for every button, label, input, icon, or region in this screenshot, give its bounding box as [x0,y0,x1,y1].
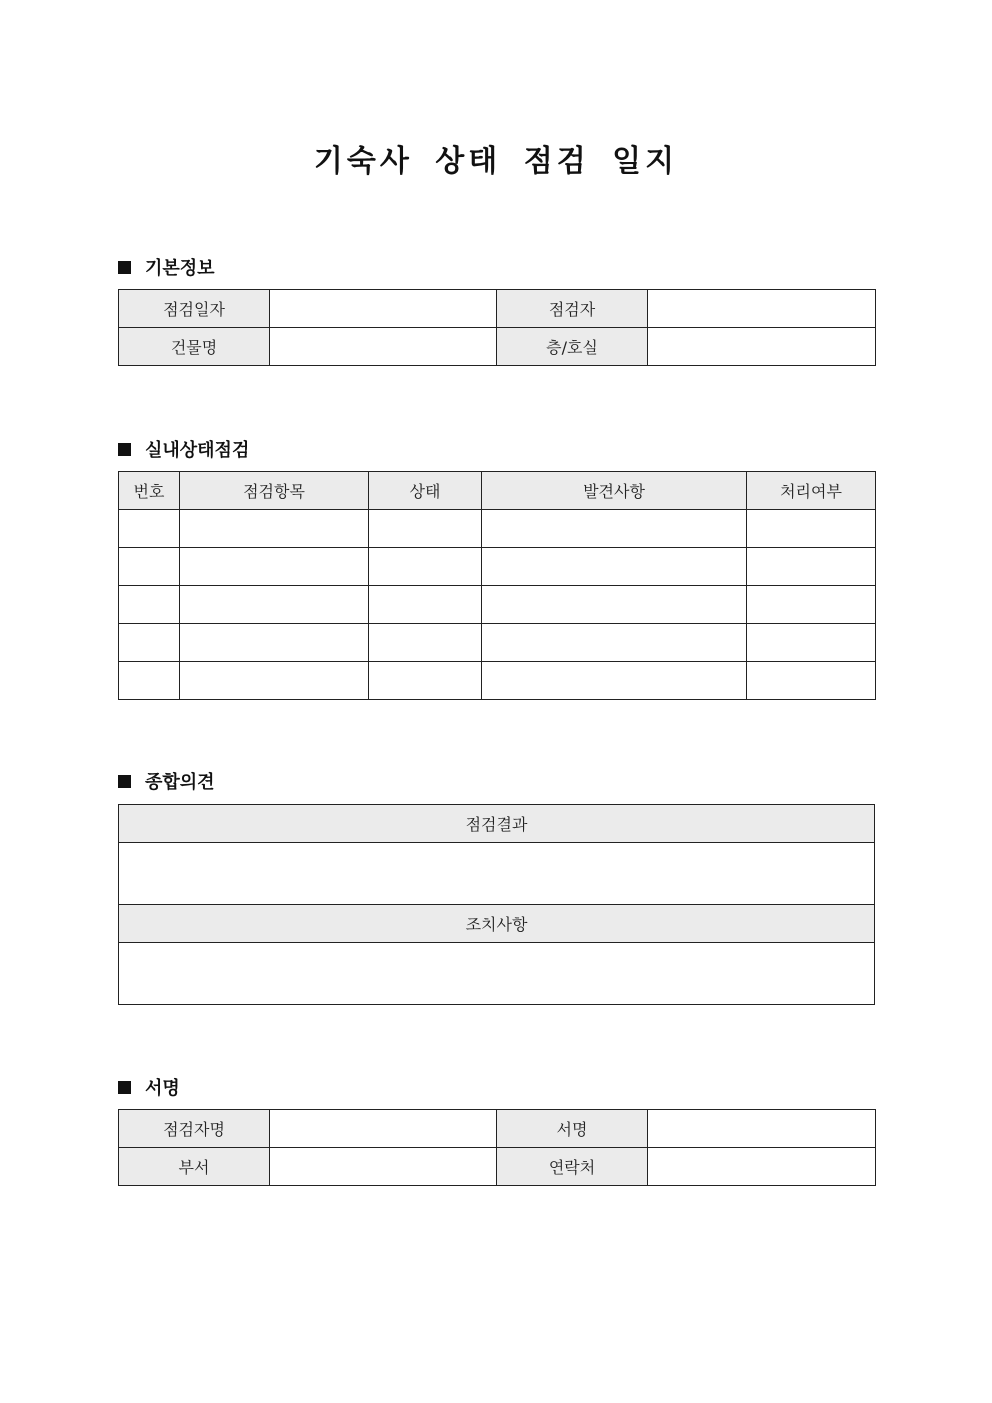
contact-field[interactable] [648,1148,876,1186]
floor-room-field[interactable] [648,328,876,366]
cell-number[interactable] [119,548,180,586]
column-header-status: 상태 [369,472,482,510]
sign-label: 서명 [497,1110,648,1148]
inspection-result-field[interactable] [119,843,875,905]
square-bullet-icon [118,775,131,788]
table-row [119,290,876,328]
cell-check-item[interactable] [180,662,369,700]
table-row [119,586,876,624]
sign-field[interactable] [648,1110,876,1148]
section-heading-overall-opinion [118,768,215,794]
action-taken-field[interactable] [119,943,875,1005]
cell-resolution[interactable] [747,548,876,586]
cell-status[interactable] [369,548,482,586]
column-header-findings: 발견사항 [482,472,747,510]
table-row [119,662,876,700]
floor-room-label: 층/호실 [497,328,648,366]
inspection-result-label: 점검결과 [119,805,875,843]
square-bullet-icon [118,1081,131,1094]
cell-number[interactable] [119,510,180,548]
table-row [119,548,876,586]
cell-status[interactable] [369,662,482,700]
action-taken-label: 조치사항 [119,905,875,943]
inspector-name-field[interactable] [270,1110,497,1148]
page-title: 기숙사 상태 점검 일지 [313,144,679,179]
inspection-date-field[interactable] [270,290,497,328]
table-row [119,510,876,548]
table-row [119,905,875,943]
table-row [119,843,875,905]
column-header-check-item: 점검항목 [180,472,369,510]
cell-check-item[interactable] [180,624,369,662]
inspection-date-label: 점검일자 [119,290,270,328]
building-label: 건물명 [119,328,270,366]
cell-findings[interactable] [482,586,747,624]
cell-status[interactable] [369,624,482,662]
cell-number[interactable] [119,662,180,700]
overall-opinion-table [118,804,875,1005]
section-heading-signature [118,1074,180,1100]
cell-number[interactable] [119,624,180,662]
section-heading-label: 기본정보 [145,258,215,279]
column-header-resolution: 처리여부 [747,472,876,510]
table-header-row [119,472,876,510]
cell-resolution[interactable] [747,510,876,548]
cell-resolution[interactable] [747,624,876,662]
cell-findings[interactable] [482,510,747,548]
cell-findings[interactable] [482,548,747,586]
section-heading-basic-info [118,254,215,280]
table-row [119,328,876,366]
department-field[interactable] [270,1148,497,1186]
section-heading-label: 종합의견 [145,772,215,793]
section-heading-label: 서명 [145,1078,180,1099]
table-row [119,624,876,662]
inspector-name-label: 점검자명 [119,1110,270,1148]
department-label: 부서 [119,1148,270,1186]
contact-label: 연락처 [497,1148,648,1186]
table-row [119,1110,876,1148]
square-bullet-icon [118,261,131,274]
signature-table [118,1109,876,1186]
building-field[interactable] [270,328,497,366]
cell-findings[interactable] [482,662,747,700]
square-bullet-icon [118,443,131,456]
cell-resolution[interactable] [747,586,876,624]
inspector-label: 점검자 [497,290,648,328]
inspector-field[interactable] [648,290,876,328]
cell-status[interactable] [369,586,482,624]
table-row [119,1148,876,1186]
cell-resolution[interactable] [747,662,876,700]
basic-info-table [118,289,876,366]
cell-check-item[interactable] [180,586,369,624]
cell-number[interactable] [119,586,180,624]
cell-check-item[interactable] [180,510,369,548]
cell-findings[interactable] [482,624,747,662]
table-row [119,805,875,843]
section-heading-indoor-check [118,436,249,462]
column-header-number: 번호 [119,472,180,510]
cell-status[interactable] [369,510,482,548]
section-heading-label: 실내상태점검 [145,440,250,461]
cell-check-item[interactable] [180,548,369,586]
indoor-check-table [118,471,876,700]
table-row [119,943,875,1005]
